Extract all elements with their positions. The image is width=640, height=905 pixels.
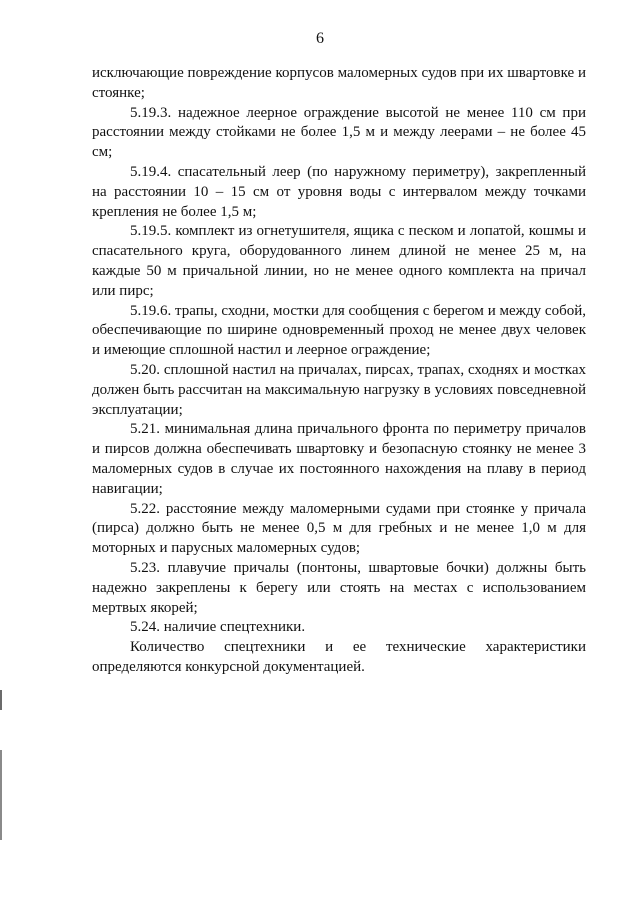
paragraph-5-21: 5.21. минимальная длина причального фронта по периметру причалов и пирсов должна обеспечивать швартовку и безопасную стоянку не менее 3 маломерных судов в случае их постоянного нахождения на плаву в период навигации; xyxy=(92,421,586,497)
paragraph-5-23: 5.23. плавучие причалы (понтоны, швартовые бочки) должны быть надежно закреплены к берегу или стоять на местах с использованием мертвых якорей; xyxy=(92,559,586,616)
scan-margin-mark xyxy=(0,690,2,710)
document-body xyxy=(92,64,586,678)
paragraph-5-19-4: 5.19.4. спасательный леер (по наружному периметру), закрепленный на расстоянии 10 – 15 см от уровня воды с интервалом между точками крепления не более 1,5 м; xyxy=(92,163,586,220)
paragraph-5-19-6: 5.19.6. трапы, сходни, мостки для сообщения с берегом и между собой, обеспечивающие по ширине одновременный проход не менее двух человек и имеющие сплошной настил и леерное ограждение; xyxy=(92,302,586,359)
paragraph-5-20: 5.20. сплошной настил на причалах, пирсах, трапах, сходнях и мостках должен быть рассчитан на максимальную нагрузку в условиях повседневной эксплуатации; xyxy=(92,361,586,418)
paragraph-equipment-note: Количество спецтехники и ее технические характеристики определяются конкурсной документацией. xyxy=(92,639,586,675)
paragraph-5-24: 5.24. наличие спецтехники. xyxy=(130,619,306,636)
scan-margin-mark xyxy=(0,750,2,840)
paragraph-5-19-3: 5.19.3. надежное леерное ограждение высотой не менее 110 см при расстоянии между стойками не более 1,5 м и между леерами – не более 45 см; xyxy=(92,104,586,161)
paragraph-5-22: 5.22. расстояние между маломерными судами при стоянке у причала (пирса) должно быть не менее 0,5 м для гребных и не менее 1,0 м для моторных и парусных маломерных судов; xyxy=(92,500,586,557)
page-number: 6 xyxy=(316,30,324,47)
paragraph-5-19-5: 5.19.5. комплект из огнетушителя, ящика с песком и лопатой, кошмы и спасательного круга, оборудованного линем длиной не менее 25 м, на каждые 50 м причальной линии, но не менее одного комплекта на причал или пирс; xyxy=(92,223,586,299)
paragraph-continuation: исключающие повреждение корпусов маломерных судов при их швартовке и стоянке; xyxy=(92,65,586,101)
